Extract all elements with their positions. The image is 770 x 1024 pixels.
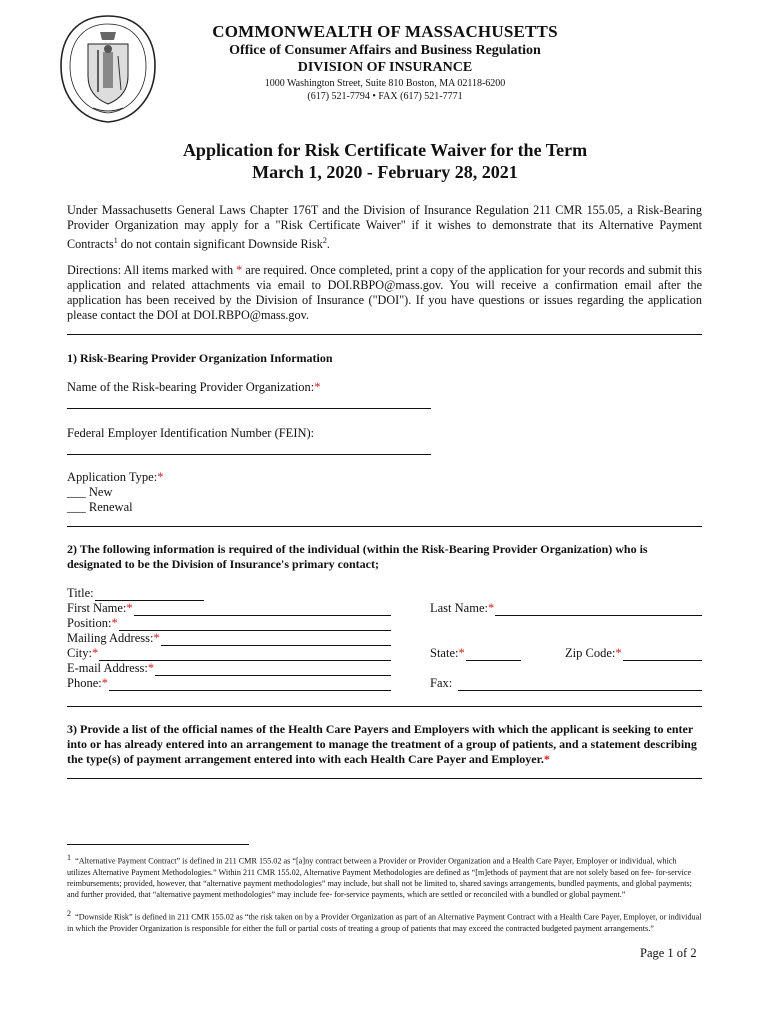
email-field[interactable]: E-mail Address: * (67, 661, 391, 676)
footnote-separator (67, 844, 249, 845)
application-type-label: Application Type:* (67, 470, 164, 484)
first-name-field[interactable]: First Name: * (67, 601, 391, 616)
section-3-heading: 3) Provide a list of the official names of the Health Care Payers and Employers with which the applicant is seeking to enter into or has already entered into an arrangement to manage the treatment of a group of patients, and a statement describing the type(s) of payment arrangement entered into with each Health Care Payer and Employer.* (67, 722, 697, 766)
section-1-heading: 1) Risk-Bearing Provider Organization Information (67, 351, 333, 365)
org-name-field[interactable] (67, 408, 431, 409)
fein-field[interactable] (67, 454, 431, 455)
page-number: Page 1 of 2 (640, 946, 697, 960)
office-heading: Office of Consumer Affairs and Business Regulation (229, 43, 541, 58)
directions-paragraph: Directions: All items marked with * are required. Once completed, print a copy of the application for your records and submit this application and related attachments via email to DOI.RBPO@mass.gov. You will receive a confirmation email after the application has been received by the Division of Insurance ("DOI"). If you have questions or issues regarding the application please contact the DOI at DOI.RBPO@mass.gov. (67, 263, 702, 322)
state-seal (58, 14, 158, 124)
division-heading: DIVISION OF INSURANCE (297, 60, 473, 75)
fein-label: Federal Employer Identification Number (FEIN): (67, 426, 315, 440)
fax-field[interactable]: Fax: (430, 676, 702, 691)
footnote-1: $^1$ “Alternative Payment Contract” is defined in 211 CMR 155.02 as “[a]ny contract between a Provider or Provider Organization and a Health Care Payer, Employer or individual, which utilizes Alternative Payment Methodologies.” Within 211 CMR 155.02, Alternative Payment Methodologies are defined as “[m]ethods of payment that are not solely based on fee- for-service reimbursements; provided, however, that “alternative payment methodologies” may include, but shall not be limited to, shared savings arrangements, bundled payments, and global payments; and further provided, that “alternative payment methodologies” may include fee- for-service payments, which are settled or reconciled with a bundled or global payment.” (67, 853, 692, 899)
zip-code-field[interactable]: Zip Code: * (565, 646, 702, 661)
divider (67, 526, 702, 527)
option-renewal[interactable]: ___ Renewal (67, 500, 133, 514)
section-2-heading: 2) The following information is required of the individual (within the Risk-Bearing Provider Organization) who is designated to be the Division of Insurance's primary contact; (67, 542, 648, 571)
divider (67, 778, 702, 779)
state-field[interactable]: State: * (430, 646, 521, 661)
phone-fax-line: (617) 521-7794 • FAX (617) 521-7771 (307, 91, 463, 102)
city-field[interactable]: City: * (67, 646, 391, 661)
org-name-label: Name of the Risk-bearing Provider Organization:* (67, 380, 321, 394)
commonwealth-heading: COMMONWEALTH OF MASSACHUSETTS (212, 22, 558, 41)
intro-paragraph: Under Massachusetts General Laws Chapter 176T and the Division of Insurance Regulation 211 CMR 155.05, a Risk-Bearing Provider Organization may apply for a "Risk Certificate Waiver" if it wishes to demonstrate that its Alternative Payment Contracts$^1$ do not contain significant Downside Risk$^2$. (67, 203, 702, 252)
last-name-field[interactable]: Last Name: * (430, 601, 702, 616)
position-field[interactable]: Position: * (67, 616, 391, 631)
mailing-address-field[interactable]: Mailing Address: * (67, 631, 391, 646)
form-title: Application for Risk Certificate Waiver for the Term (182, 140, 588, 160)
divider (67, 334, 702, 335)
form-term: March 1, 2020 - February 28, 2021 (252, 162, 518, 182)
footnote-ref-1[interactable]: 1 (113, 236, 118, 245)
divider (67, 706, 702, 707)
phone-field[interactable]: Phone: * (67, 676, 391, 691)
title-field[interactable]: Title: (67, 586, 204, 601)
footnote-ref-2[interactable]: 2 (322, 236, 327, 245)
footnote-2: $^2$ “Downside Risk” is defined in 211 CMR 155.02 as “the risk taken on by a Provider Organization as part of an Alternative Payment Contract with a Health Care Payer, Employer, or individual in which the Provider Organization is responsible for either the full or partial costs of treating a group of patients that may exceed the contracted budgeted payment arrangements.” (67, 909, 702, 933)
address-line: 1000 Washington Street, Suite 810 Boston, MA 02118-6200 (264, 78, 506, 89)
option-new[interactable]: ___ New (67, 485, 113, 499)
required-star: * (236, 263, 243, 277)
